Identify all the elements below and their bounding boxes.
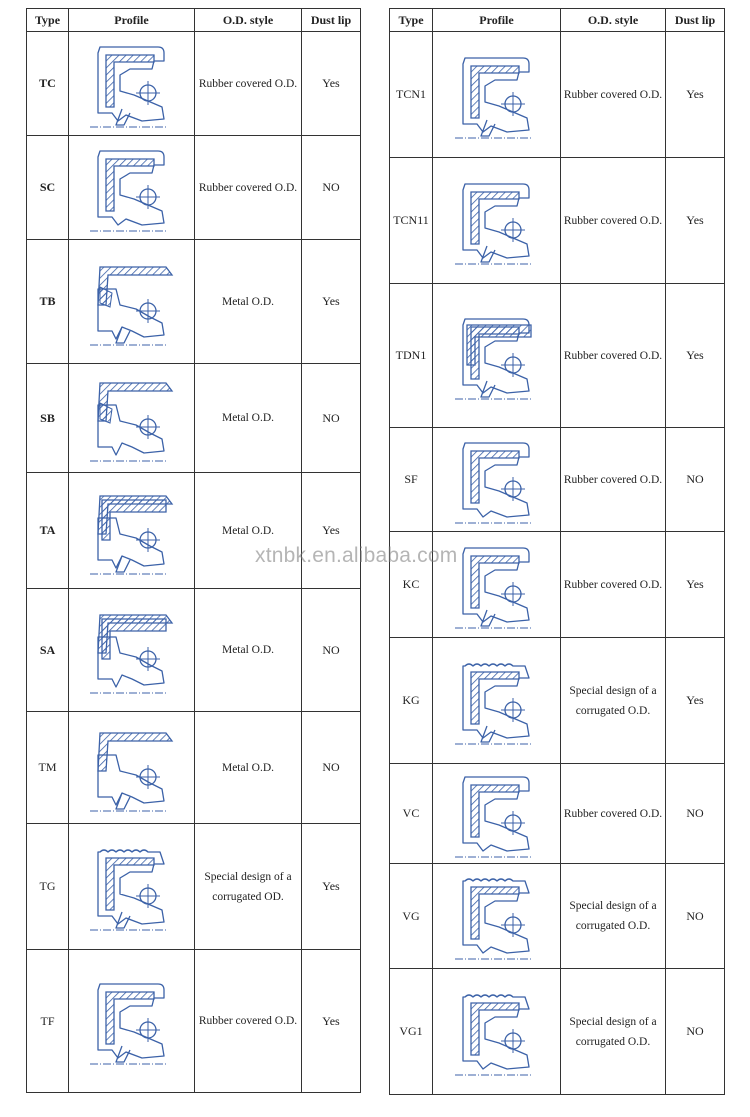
table-row (27, 950, 361, 1093)
header-profile: Profile (433, 9, 561, 32)
od-style: Metal O.D. (195, 364, 302, 473)
table-row (390, 428, 725, 532)
seal-profile (69, 136, 195, 240)
seal-type: VG (390, 864, 433, 969)
dust-lip: Yes (302, 950, 361, 1093)
dust-lip: Yes (302, 32, 361, 136)
dust-lip: Yes (666, 158, 725, 284)
table-row (27, 589, 361, 712)
table-row (27, 473, 361, 589)
dust-lip: NO (666, 428, 725, 532)
seal-type: VC (390, 764, 433, 864)
od-style: Metal O.D. (195, 712, 302, 824)
header-dust-lip: Dust lip (302, 9, 361, 32)
od-style: Rubber covered O.D. (195, 136, 302, 240)
header-dust-lip: Dust lip (666, 9, 725, 32)
seal-profile-drawing (447, 46, 547, 144)
seal-profile-drawing (82, 838, 182, 936)
od-style: Metal O.D. (195, 473, 302, 589)
seal-profile (69, 824, 195, 950)
seal-profile (433, 969, 561, 1095)
table-row (390, 969, 725, 1095)
seal-type: TF (27, 950, 69, 1093)
od-style: Special design of a corrugated O.D. (561, 969, 666, 1095)
od-style: Rubber covered O.D. (561, 532, 666, 638)
seal-profile (433, 864, 561, 969)
seal-profile (433, 638, 561, 764)
header-od-style: O.D. style (195, 9, 302, 32)
od-style: Rubber covered O.D. (561, 158, 666, 284)
table-row (390, 532, 725, 638)
seal-profile (69, 589, 195, 712)
seal-profile (69, 364, 195, 473)
dust-lip: NO (302, 712, 361, 824)
seal-type: TDN1 (390, 284, 433, 428)
dust-lip: Yes (666, 638, 725, 764)
seal-type: TC (27, 32, 69, 136)
seal-profile (433, 158, 561, 284)
dust-lip: Yes (302, 473, 361, 589)
table-row (27, 240, 361, 364)
seal-profile (433, 532, 561, 638)
table-row (27, 824, 361, 950)
seal-type: KC (390, 532, 433, 638)
left-header-row (27, 9, 361, 32)
seal-profile-drawing (82, 253, 182, 351)
seal-profile-drawing (82, 35, 182, 133)
od-style: Special design of a corrugated O.D. (561, 864, 666, 969)
od-style: Special design of a corrugated OD. (195, 824, 302, 950)
od-style: Metal O.D. (195, 589, 302, 712)
right-header-row (390, 9, 725, 32)
header-profile: Profile (69, 9, 195, 32)
dust-lip: Yes (666, 32, 725, 158)
dust-lip: NO (666, 864, 725, 969)
seal-profile-drawing (447, 867, 547, 965)
seal-type: SB (27, 364, 69, 473)
dust-lip: NO (666, 969, 725, 1095)
dust-lip: Yes (302, 240, 361, 364)
seal-type: TA (27, 473, 69, 589)
od-style: Rubber covered O.D. (195, 950, 302, 1093)
header-type: Type (27, 9, 69, 32)
od-style: Rubber covered O.D. (561, 32, 666, 158)
seal-profile-drawing (82, 972, 182, 1070)
seal-type: TB (27, 240, 69, 364)
seal-profile-drawing (447, 172, 547, 270)
dust-lip: NO (302, 364, 361, 473)
seal-profile (69, 950, 195, 1093)
seal-profile-drawing (447, 652, 547, 750)
dust-lip: NO (302, 136, 361, 240)
left-seal-table (26, 8, 361, 1093)
table-row (390, 638, 725, 764)
seal-profile (433, 428, 561, 532)
right-seal-table (389, 8, 725, 1095)
seal-profile-drawing (82, 139, 182, 237)
seal-profile-drawing (447, 307, 547, 405)
od-style: Rubber covered O.D. (561, 764, 666, 864)
dust-lip: Yes (666, 284, 725, 428)
seal-profile-drawing (82, 719, 182, 817)
seal-type: TCN1 (390, 32, 433, 158)
od-style: Rubber covered O.D. (561, 428, 666, 532)
seal-profile (69, 240, 195, 364)
od-style: Special design of a corrugated O.D. (561, 638, 666, 764)
table-row (27, 136, 361, 240)
seal-type: TCN11 (390, 158, 433, 284)
header-type: Type (390, 9, 433, 32)
table-row (390, 864, 725, 969)
seal-profile (433, 32, 561, 158)
watermark: xtnbk.en.alibaba.com (255, 544, 458, 567)
dust-lip: Yes (302, 824, 361, 950)
seal-type: TG (27, 824, 69, 950)
header-od-style: O.D. style (561, 9, 666, 32)
seal-type: TM (27, 712, 69, 824)
seal-profile-drawing (82, 601, 182, 699)
seal-type: VG1 (390, 969, 433, 1095)
table-row (390, 284, 725, 428)
od-style: Metal O.D. (195, 240, 302, 364)
seal-profile-drawing (447, 765, 547, 863)
seal-profile-drawing (447, 983, 547, 1081)
table-row (27, 32, 361, 136)
seal-profile (433, 284, 561, 428)
seal-type: KG (390, 638, 433, 764)
table-row (390, 764, 725, 864)
seal-type: SA (27, 589, 69, 712)
table-row (27, 712, 361, 824)
seal-profile (69, 712, 195, 824)
od-style: Rubber covered O.D. (561, 284, 666, 428)
seal-profile-drawing (82, 482, 182, 580)
dust-lip: NO (302, 589, 361, 712)
table-row (27, 364, 361, 473)
seal-profile (433, 764, 561, 864)
seal-profile (69, 32, 195, 136)
seal-type: SC (27, 136, 69, 240)
od-style: Rubber covered O.D. (195, 32, 302, 136)
seal-profile-drawing (447, 431, 547, 529)
dust-lip: Yes (666, 532, 725, 638)
seal-profile-drawing (447, 536, 547, 634)
dust-lip: NO (666, 764, 725, 864)
table-row (390, 158, 725, 284)
seal-profile (69, 473, 195, 589)
table-row (390, 32, 725, 158)
seal-type: SF (390, 428, 433, 532)
seal-profile-drawing (82, 369, 182, 467)
